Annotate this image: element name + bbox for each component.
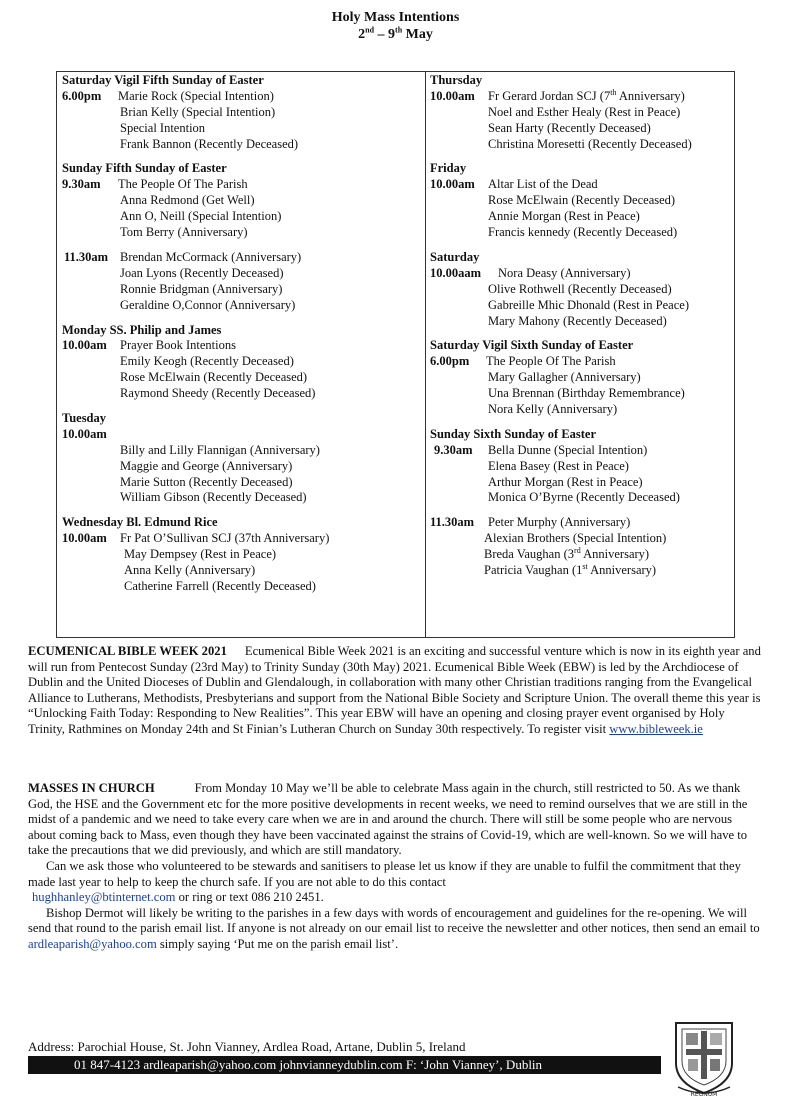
intention: Alexian Brothers (Special Intention) <box>484 531 667 546</box>
day-header: Monday SS. Philip and James <box>62 322 222 337</box>
intention: Marie Sutton (Recently Deceased) <box>120 474 293 489</box>
intention: Altar List of the Dead <box>488 177 598 192</box>
intention: Frank Bannon (Recently Deceased) <box>120 136 299 151</box>
sunday-sixth-group <box>430 427 730 506</box>
intention: Annie Morgan (Rest in Peace) <box>488 209 640 224</box>
intention: Bella Dunne (Special Intention) <box>488 442 648 457</box>
section-body: simply saying ‘Put me on the parish email list’. <box>156 936 399 951</box>
intention: The People Of The Parish <box>486 354 616 369</box>
day-header: Friday <box>430 161 467 176</box>
intention: Geraldine O,Connor (Anniversary) <box>120 297 296 312</box>
intention: Rose McElwain (Recently Deceased) <box>488 193 676 208</box>
tuesday-group <box>62 411 422 506</box>
day-header: Saturday Vigil Sixth Sunday of Easter <box>430 338 634 353</box>
intention: Tom Berry (Anniversary) <box>120 225 248 240</box>
sunday-sixth-1130-group <box>430 515 730 579</box>
intention: Mary Mahony (Recently Deceased) <box>488 313 667 328</box>
intention: Fr Pat O’Sullivan SCJ (37th Anniversary) <box>120 531 330 546</box>
sunday-1130-group <box>62 250 422 314</box>
page-title: Holy Mass Intentions <box>331 10 460 25</box>
intention: Brian Kelly (Special Intention) <box>120 104 276 119</box>
day-header: Wednesday Bl. Edmund Rice <box>62 515 218 530</box>
intention: Anna Kelly (Anniversary) <box>124 563 256 578</box>
saturday-group <box>430 250 730 329</box>
day-header: Saturday Vigil Fifth Sunday of Easter <box>62 73 264 87</box>
intention: Maggie and George (Anniversary) <box>120 458 293 473</box>
mass-time: 10.00am <box>430 88 475 103</box>
intention: Arthur Morgan (Rest in Peace) <box>488 474 643 489</box>
intention: Monica O’Byrne (Recently Deceased) <box>488 490 680 505</box>
day-header: Thursday <box>430 73 483 87</box>
day-header: Saturday <box>430 249 480 264</box>
intention: Catherine Farrell (Recently Deceased) <box>124 578 316 593</box>
mass-time: 9.30am <box>434 442 473 457</box>
intention: Peter Murphy (Anniversary) <box>488 515 631 530</box>
intention: Fr Gerard Jordan SCJ (7th Anniversary) <box>488 87 685 103</box>
mass-time: 10.00am <box>62 426 107 441</box>
intention: Marie Rock (Special Intention) <box>118 88 274 103</box>
section-heading: MASSES IN CHURCH <box>28 781 155 795</box>
intention: Una Brennan (Birthday Remembrance) <box>488 386 685 401</box>
mass-time: 10.00am <box>62 338 107 353</box>
intention: Francis kennedy (Recently Deceased) <box>488 225 678 240</box>
masses-section <box>28 781 763 953</box>
mass-time: 9.30am <box>62 177 101 192</box>
mass-time: 10.00am <box>62 531 107 546</box>
thursday-group <box>430 73 730 152</box>
parish-crest-icon <box>672 1019 736 1099</box>
intention: Special Intention <box>120 120 206 135</box>
intention: May Dempsey (Rest in Peace) <box>124 547 277 562</box>
day-header: Tuesday <box>62 410 107 425</box>
day-header: Sunday Sixth Sunday of Easter <box>430 426 597 441</box>
intention: Gabreille Mhic Dhonald (Rest in Peace) <box>488 297 689 312</box>
intention: Nora Kelly (Anniversary) <box>488 401 618 416</box>
intention: Noel and Esther Healy (Rest in Peace) <box>488 104 681 119</box>
intention: Anna Redmond (Get Well) <box>120 193 255 208</box>
intention: Patricia Vaughan (1st Anniversary) <box>484 561 657 578</box>
svg-text:REGNUM: REGNUM <box>690 1091 718 1098</box>
mass-time: 10.00aam <box>430 265 482 280</box>
sunday-group <box>62 161 422 240</box>
intention: Mary Gallagher (Anniversary) <box>488 370 641 385</box>
date-range: 2nd – 9th May <box>358 25 433 42</box>
contact-bar: 01 847-4123 ardleaparish@yahoo.com johnvianneydublin.com F: ‘John Vianney’, Dublin <box>28 1056 661 1074</box>
intention: Ann O, Neill (Special Intention) <box>120 209 282 224</box>
intention: The People Of The Parish <box>118 177 248 192</box>
section-heading: ECUMENICAL BIBLE WEEK 2021 <box>28 644 227 658</box>
intention: Billy and Lilly Flannigan (Anniversary) <box>120 442 320 457</box>
mass-time: 6.00pm <box>62 88 102 103</box>
intention: Ronnie Bridgman (Anniversary) <box>120 281 283 296</box>
parish-address: Address: Parochial House, St. John Vianney, Ardlea Road, Artane, Dublin 5, Ireland <box>28 1039 466 1054</box>
intention: Brendan McCormack (Anniversary) <box>120 249 302 264</box>
section-body: Ecumenical Bible Week 2021 is an exciting and successful venture which is now in its eighth year and will run from Pentecost Sunday (23rd May) to Trinity Sunday (30th May) 2021. Ecumenical Bible Week (EBW) is led by the Archdiocese of Dublin and the United Dioceses of Dublin and Glendalough, in collaboration with many other Christian traditions ranging from the Evangelical Alliance to Lutherans, Methodists, Presbyterians and support from the National Bible Society and Scripture Union. The overall theme this year is “Unlocking Faith Today: Responding to New Realities”. This year EBW will have an opening and closing prayer event organised by Holy Trinity, Rathmines on Monday 24th and St Finian’s Lutheran Church on Sunday 30th respectively. To register visit <box>28 644 761 736</box>
intention: Emily Keogh (Recently Deceased) <box>120 354 294 369</box>
mass-time: 11.30am <box>64 249 109 264</box>
friday-group <box>430 161 730 240</box>
parish-email-link[interactable]: ardleaparish@yahoo.com <box>28 936 157 951</box>
section-body: From Monday 10 May we’ll be able to celebrate Mass again in the church, still restricted to 50. As we thank God, the HSE and the Government etc for the more positive developments in recent weeks, we need to remind ourselves that we are still in the midst of a pandemic and we need to take every care when we are in and around the church. There will still be some people who are nervous about coming back to Mass, even though they have been vaccinated against the strains of Covid-19, which are well-known. So we will have to take the precautions that we did previously, and which are still mandatory. <box>28 781 748 858</box>
day-header: Sunday Fifth Sunday of Easter <box>62 161 227 176</box>
intention: Nora Deasy (Anniversary) <box>498 265 631 280</box>
intention: Elena Basey (Rest in Peace) <box>488 458 629 473</box>
bibleweek-link[interactable]: www.bibleweek.ie <box>609 721 703 736</box>
section-body: Bishop Dermot will likely be writing to the parishes in a few days with words of encouragement and guidelines for the re-opening. We will send that round to the parish email list. If anyone is not already on our email list to receive the newsletter and other notices, then send an email to <box>28 905 760 936</box>
intention: William Gibson (Recently Deceased) <box>120 490 307 505</box>
intention: Prayer Book Intentions <box>120 338 236 353</box>
intention: Olive Rothwell (Recently Deceased) <box>488 281 672 296</box>
monday-group <box>62 323 422 402</box>
section-body: Can we ask those who volunteered to be stewards and sanitisers to please let us know if they are unable to fulfil the commitment that they made last year to help to keep the church safe. If you are not able to do this contact <box>28 858 741 889</box>
mass-time: 10.00am <box>430 177 475 192</box>
intention: Raymond Sheedy (Recently Deceased) <box>120 386 316 401</box>
intention: Joan Lyons (Recently Deceased) <box>120 265 284 280</box>
wednesday-group <box>62 515 422 594</box>
column-divider <box>425 71 426 638</box>
left-column <box>62 73 422 604</box>
saturday-vigil-group <box>62 73 422 152</box>
mass-time: 11.30am <box>430 515 475 530</box>
mass-time: 6.00pm <box>430 354 470 369</box>
intention: Rose McElwain (Recently Deceased) <box>120 370 308 385</box>
intention: Sean Harty (Recently Deceased) <box>488 120 651 135</box>
intention: Christina Moresetti (Recently Deceased) <box>488 136 692 151</box>
contact-email-link[interactable]: hughhanley@btinternet.com <box>32 890 176 905</box>
ecumenical-section <box>28 644 763 738</box>
right-column <box>430 73 730 588</box>
section-body: or ring or text 086 210 2451. <box>175 890 324 905</box>
intention: Breda Vaughan (3rd Anniversary) <box>484 545 650 562</box>
saturday-vigil-sixth-group <box>430 338 730 417</box>
